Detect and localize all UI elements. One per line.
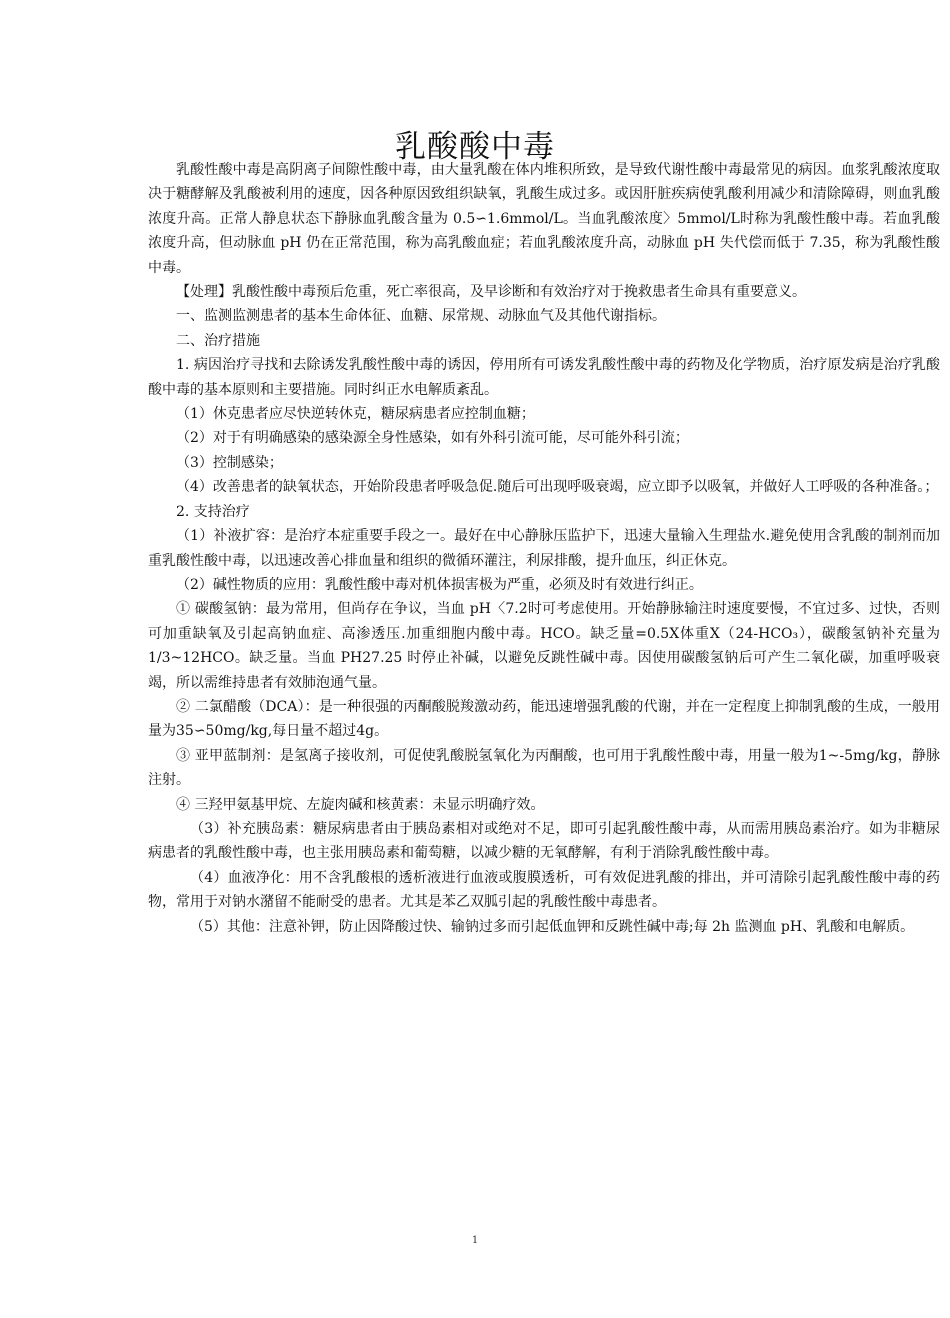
paragraph: ① 碳酸氢钠：最为常用，但尚存在争议，当血 pH〈7.2时可考虑使用。开始静脉输注时速度要慢，不宜过多、过快，否则可加重缺氧及引起高钠血症、高渗透压.加重细胞内酸中毒。HCO。缺乏量=0.5X体重X（24-HCO₃），碳酸氢钠补充量为 1/3~12HCO。缺乏量。当血 PH27.25 时停止补碱，以避免反跳性碱中毒。因使用碳酸氢钠后可产生二氧化碳，加重呼吸衰竭，所以需维持患者有效肺泡通气量。: [148, 601, 940, 691]
paragraph: 1. 病因治疗寻找和去除诱发乳酸性酸中毒的诱因，停用所有可诱发乳酸性酸中毒的药物及化学物质，治疗原发病是治疗乳酸酸中毒的基本原则和主要措施。同时纠正水电解质紊乱。: [148, 357, 940, 398]
document-body: [148, 158, 940, 939]
paragraph: （2）碱性物质的应用：乳酸性酸中毒对机体损害极为严重，必须及时有效进行纠正。: [176, 576, 703, 593]
paragraph: 一、监测监测患者的基本生命体征、血糖、尿常规、动脉血气及其他代谢指标。: [176, 308, 666, 325]
paragraph: （3）控制感染；: [176, 454, 283, 471]
paragraph: （5）其他：注意补钾，防止因降酸过快、输钠过多而引起低血钾和反跳性碱中毒;每 2h 监测血 pH、乳酸和电解质。: [190, 918, 915, 935]
paragraph: 乳酸性酸中毒是高阴离子间隙性酸中毒，由大量乳酸在体内堆积所致，是导致代谢性酸中毒最常见的病因。血浆乳酸浓度取决于糖酵解及乳酸被利用的速度，因各种原因致组织缺氧，乳酸生成过多。或因肝脏疾病使乳酸利用减少和清除障碍，则血乳酸浓度升高。正常人静息状态下静脉血乳酸含量为 0.5∽1.6mmol/L。当血乳酸浓度〉5mmol/L时称为乳酸性酸中毒。若血乳酸浓度升高，但动脉血 pH 仍在正常范围，称为高乳酸血症；若血乳酸浓度升高，动脉血 pH 失代偿而低于 7.35，称为乳酸性酸中毒。: [148, 162, 940, 276]
page-title: 乳酸酸中毒: [395, 128, 555, 165]
paragraph: ③ 亚甲蓝制剂：是氢离子接收剂，可促使乳酸脱氢氧化为丙酮酸，也可用于乳酸性酸中毒，用量一般为1~-5mg/kg，静脉注射。: [148, 747, 940, 789]
page-number: 1: [471, 1235, 479, 1246]
paragraph: 【处理】乳酸性酸中毒预后危重，死亡率很高，及早诊断和有效治疗对于挽救患者生命具有重要意义。: [176, 284, 806, 301]
paragraph: （1）补液扩容：是治疗本症重要手段之一。最好在中心静脉压监护下，迅速大量输入生理盐水.避免使用含乳酸的制剂而加重乳酸性酸中毒，以迅速改善心排血量和组织的微循环灌注，利尿排酸，提升血压，纠正休克。: [148, 528, 940, 569]
paragraph: （2）对于有明确感染的感染源全身性感染，如有外科引流可能，尽可能外科引流；: [176, 430, 689, 447]
paragraph: （1）休克患者应尽快逆转休克，糖尿病患者应控制血糖；: [176, 406, 535, 423]
paragraph: （4）血液净化：用不含乳酸根的透析液进行血液或腹膜透析，可有效促进乳酸的排出，并可清除引起乳酸性酸中毒的药物，常用于对钠水潴留不能耐受的患者。尤其是苯乙双胍引起的乳酸性酸中毒患者。: [148, 869, 940, 911]
paragraph: （4）改善患者的缺氧状态，开始阶段患者呼吸急促.随后可出现呼吸衰竭，应立即予以吸氧，并做好人工呼吸的各种准备。；: [176, 479, 939, 496]
paragraph: （3）补充胰岛素：糖尿病患者由于胰岛素相对或绝对不足，即可引起乳酸性酸中毒，从而需用胰岛素治疗。如为非糖尿病患者的乳酸性酸中毒，也主张用胰岛素和葡萄糖，以减少糖的无氧酵解，有利于消除乳酸性酸中毒。: [148, 820, 940, 862]
paragraph: 二、治疗措施: [176, 332, 260, 349]
paragraph: 2. 支持治疗: [176, 503, 250, 520]
paragraph: ④ 三羟甲氨基甲烷、左旋肉碱和核黄素：未显示明确疗效。: [176, 796, 545, 813]
paragraph: ② 二氯醋酸（DCA）：是一种很强的丙酮酸脱羧激动药，能迅速增强乳酸的代谢，并在一定程度上抑制乳酸的生成，一般用量为35∽50mg/kg,每日量不超过4g。: [148, 698, 940, 740]
